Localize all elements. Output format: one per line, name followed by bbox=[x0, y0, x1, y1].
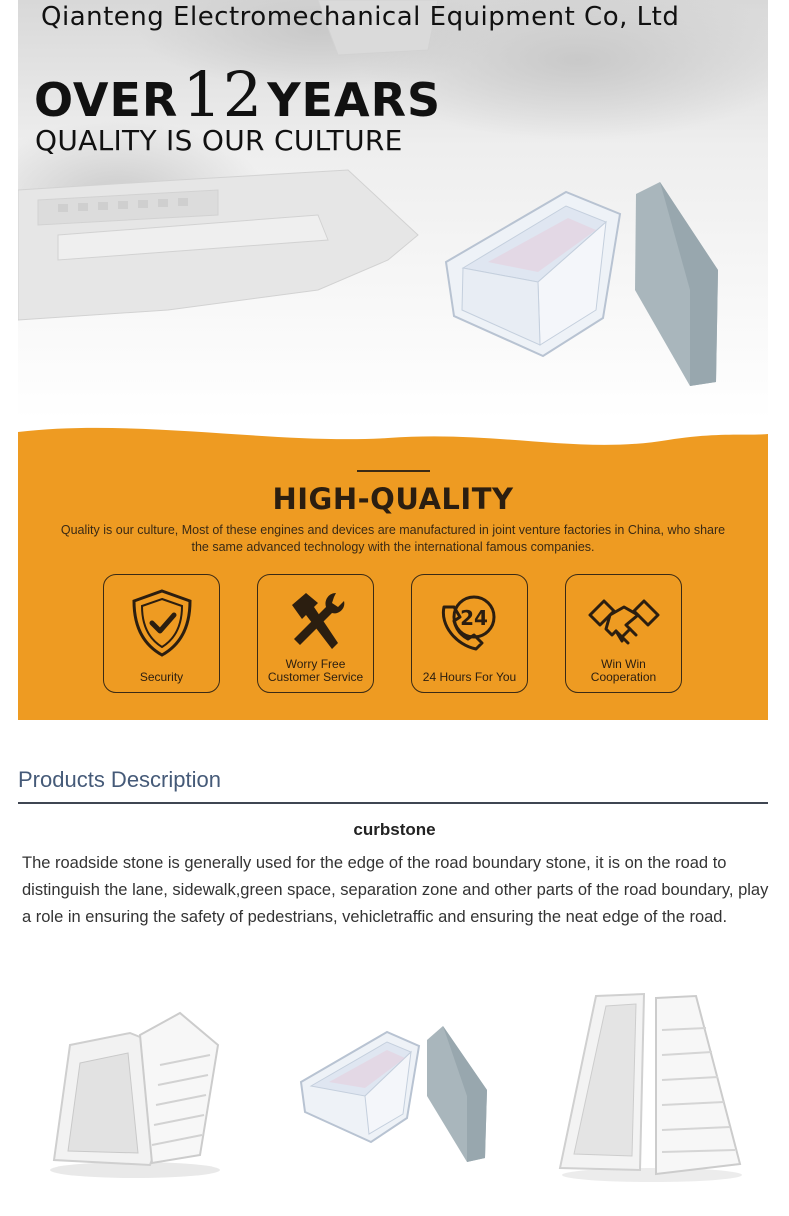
product-photo-long-mold bbox=[552, 990, 752, 1185]
feature-label: Worry Free Customer Service bbox=[267, 657, 364, 684]
feature-label: 24 Hours For You bbox=[422, 670, 517, 684]
section-divider bbox=[18, 802, 768, 804]
quality-title: HIGH-QUALITY bbox=[272, 482, 514, 516]
section-title: Products Description bbox=[18, 767, 221, 792]
shield-check-icon bbox=[124, 585, 200, 661]
quality-text: Quality is our culture, Most of these engines and devices are manufactured in joint venture factories in China, who share the same advanced technology with the international famous companies. bbox=[60, 523, 726, 554]
feature-security bbox=[103, 574, 220, 693]
tagline: QUALITY IS OUR CULTURE bbox=[35, 124, 403, 157]
phone-24-icon bbox=[432, 585, 508, 661]
product-name: curbstone bbox=[353, 820, 436, 839]
feature-label: Win Win Cooperation bbox=[590, 657, 657, 684]
years-prefix: OVER bbox=[34, 73, 179, 127]
handshake-icon bbox=[586, 585, 662, 661]
product-photo-mold-end bbox=[40, 1005, 230, 1180]
svg-text:24: 24 bbox=[460, 606, 488, 630]
feature-cooperation bbox=[565, 574, 682, 693]
product-description: The roadside stone is generally used for the edge of the road boundary stone, it is on the road to distinguish the lane, sidewalk,green space, separation zone and other parts of the road boundary, play a role in ensuring the safety of pedestrians, vehicletraffic and ensuring the neat edge of the road. bbox=[22, 854, 769, 926]
feature-customer-service bbox=[257, 574, 374, 693]
years-number: 12 bbox=[182, 58, 264, 131]
title-divider bbox=[357, 470, 430, 472]
years-suffix: YEARS bbox=[267, 73, 442, 127]
feature-label: Security bbox=[139, 670, 184, 684]
feature-24-hours bbox=[411, 574, 528, 693]
company-name: Qianteng Electromechanical Equipment Co, Ltd bbox=[41, 2, 680, 32]
product-photo-mold-curbstone bbox=[295, 1020, 495, 1170]
hammer-wrench-icon bbox=[278, 585, 354, 661]
quality-section bbox=[18, 0, 768, 720]
